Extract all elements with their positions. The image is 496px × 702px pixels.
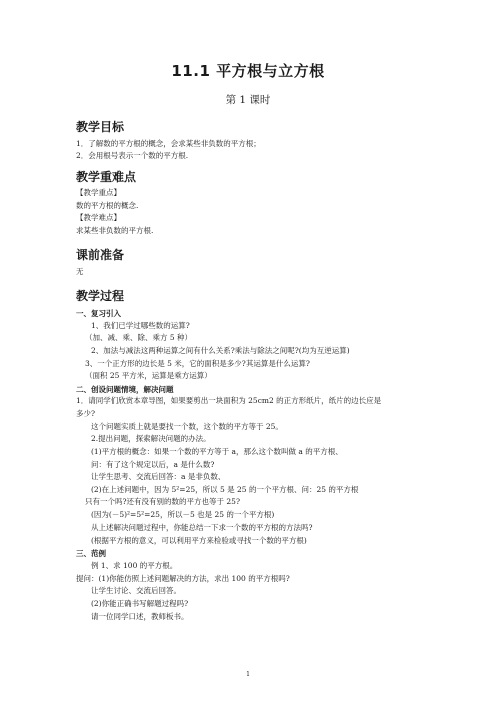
focus-line: 数的平方根的概念. [76, 201, 139, 210]
example-line: 请一位同学口述，教师板书。 [91, 612, 189, 621]
problem-line: 多少? [76, 409, 96, 418]
review-line: （加、减、乘、除、乘方 5 种） [85, 333, 193, 342]
review-line: 3、一个正方形的边长是 5 米，它的面积是多少?其运算是什么运算? [85, 359, 310, 368]
focus-line: 【教学难点】 [76, 213, 121, 222]
goal-line: 2．会用根号表示一个数的平方根. [76, 151, 189, 160]
problem-line: 让学生思考、交流后回答：a 是非负数、 [91, 472, 226, 481]
problem-line: 2.提出问题，探索解决问题的办法。 [91, 434, 211, 443]
process-heading: 教学过程 [76, 289, 125, 303]
document-title: 11.1 平方根与立方根 [171, 62, 325, 80]
goals-heading: 教学目标 [76, 120, 125, 134]
problem-line: 只有一个吗?还有没有别的数的平方也等于 25? [85, 497, 240, 506]
problem-line: 问：有了这个规定以后，a 是什么数? [91, 460, 215, 469]
focus-line: 求某些非负数的平方根. [76, 226, 154, 235]
problem-line: (根据平方根的意义，可以利用平方来检验或寻找一个数的平方根) [91, 536, 307, 545]
goal-line: 1．了解数的平方根的概念，会求某些非负数的平方根； [76, 139, 261, 148]
prep-heading: 课前准备 [76, 248, 125, 262]
focus-line: 【教学重点】 [76, 188, 121, 197]
prep-line: 无 [76, 267, 84, 276]
focus-heading: 教学重难点 [76, 170, 137, 184]
page-number: 1 [246, 671, 250, 678]
section-title-review: 一、复习引入 [76, 309, 121, 318]
example-line: 让学生讨论、交流后回答。 [91, 586, 181, 595]
review-line: 2、加法与减法这两种运算之间有什么关系?乘法与除法之间呢?(均为互逆运算) [91, 346, 350, 355]
problem-line: 这个问题实质上就是要找一个数，这个数的平方等于 25。 [91, 422, 283, 431]
problem-line: (1)平方根的概念：如果一个数的平方等于 a，那么这个数叫做 a 的平方根、 [91, 447, 343, 456]
example-line: (2)你能正确书写解题过程吗? [91, 599, 189, 608]
example-line: 提问：(1)你能仿照上述问题解决的方法，求出 100 的平方根吗? [76, 574, 290, 583]
problem-line: (2)在上述问题中，因为 5²=25，所以 5 是 25 的一个平方根、问：25 的平方根 [91, 485, 359, 494]
problem-line: 从上述解决问题过程中，你能总结一下求一个数的平方根的方法吗? [91, 523, 313, 532]
section-title-example: 三、范例 [76, 549, 106, 558]
review-line: （面积 25 平方米，运算是乘方运算） [85, 371, 212, 380]
section-title-problem: 二、创设问题情境，解决问题 [76, 385, 174, 394]
lesson-subtitle: 第 1 课时 [225, 94, 271, 106]
problem-line: (因为(－5)²=5²=25，所以－5 也是 25 的一个平方根) [91, 510, 275, 519]
example-line: 例 1、求 100 的平方根。 [91, 561, 178, 570]
review-line: 1、我们已学过哪些数的运算? [91, 321, 190, 330]
problem-line: 1．请同学们欣赏本章导图，如果要剪出一块面积为 25cm2 的正方形纸片，纸片的边长应是 [76, 396, 382, 405]
